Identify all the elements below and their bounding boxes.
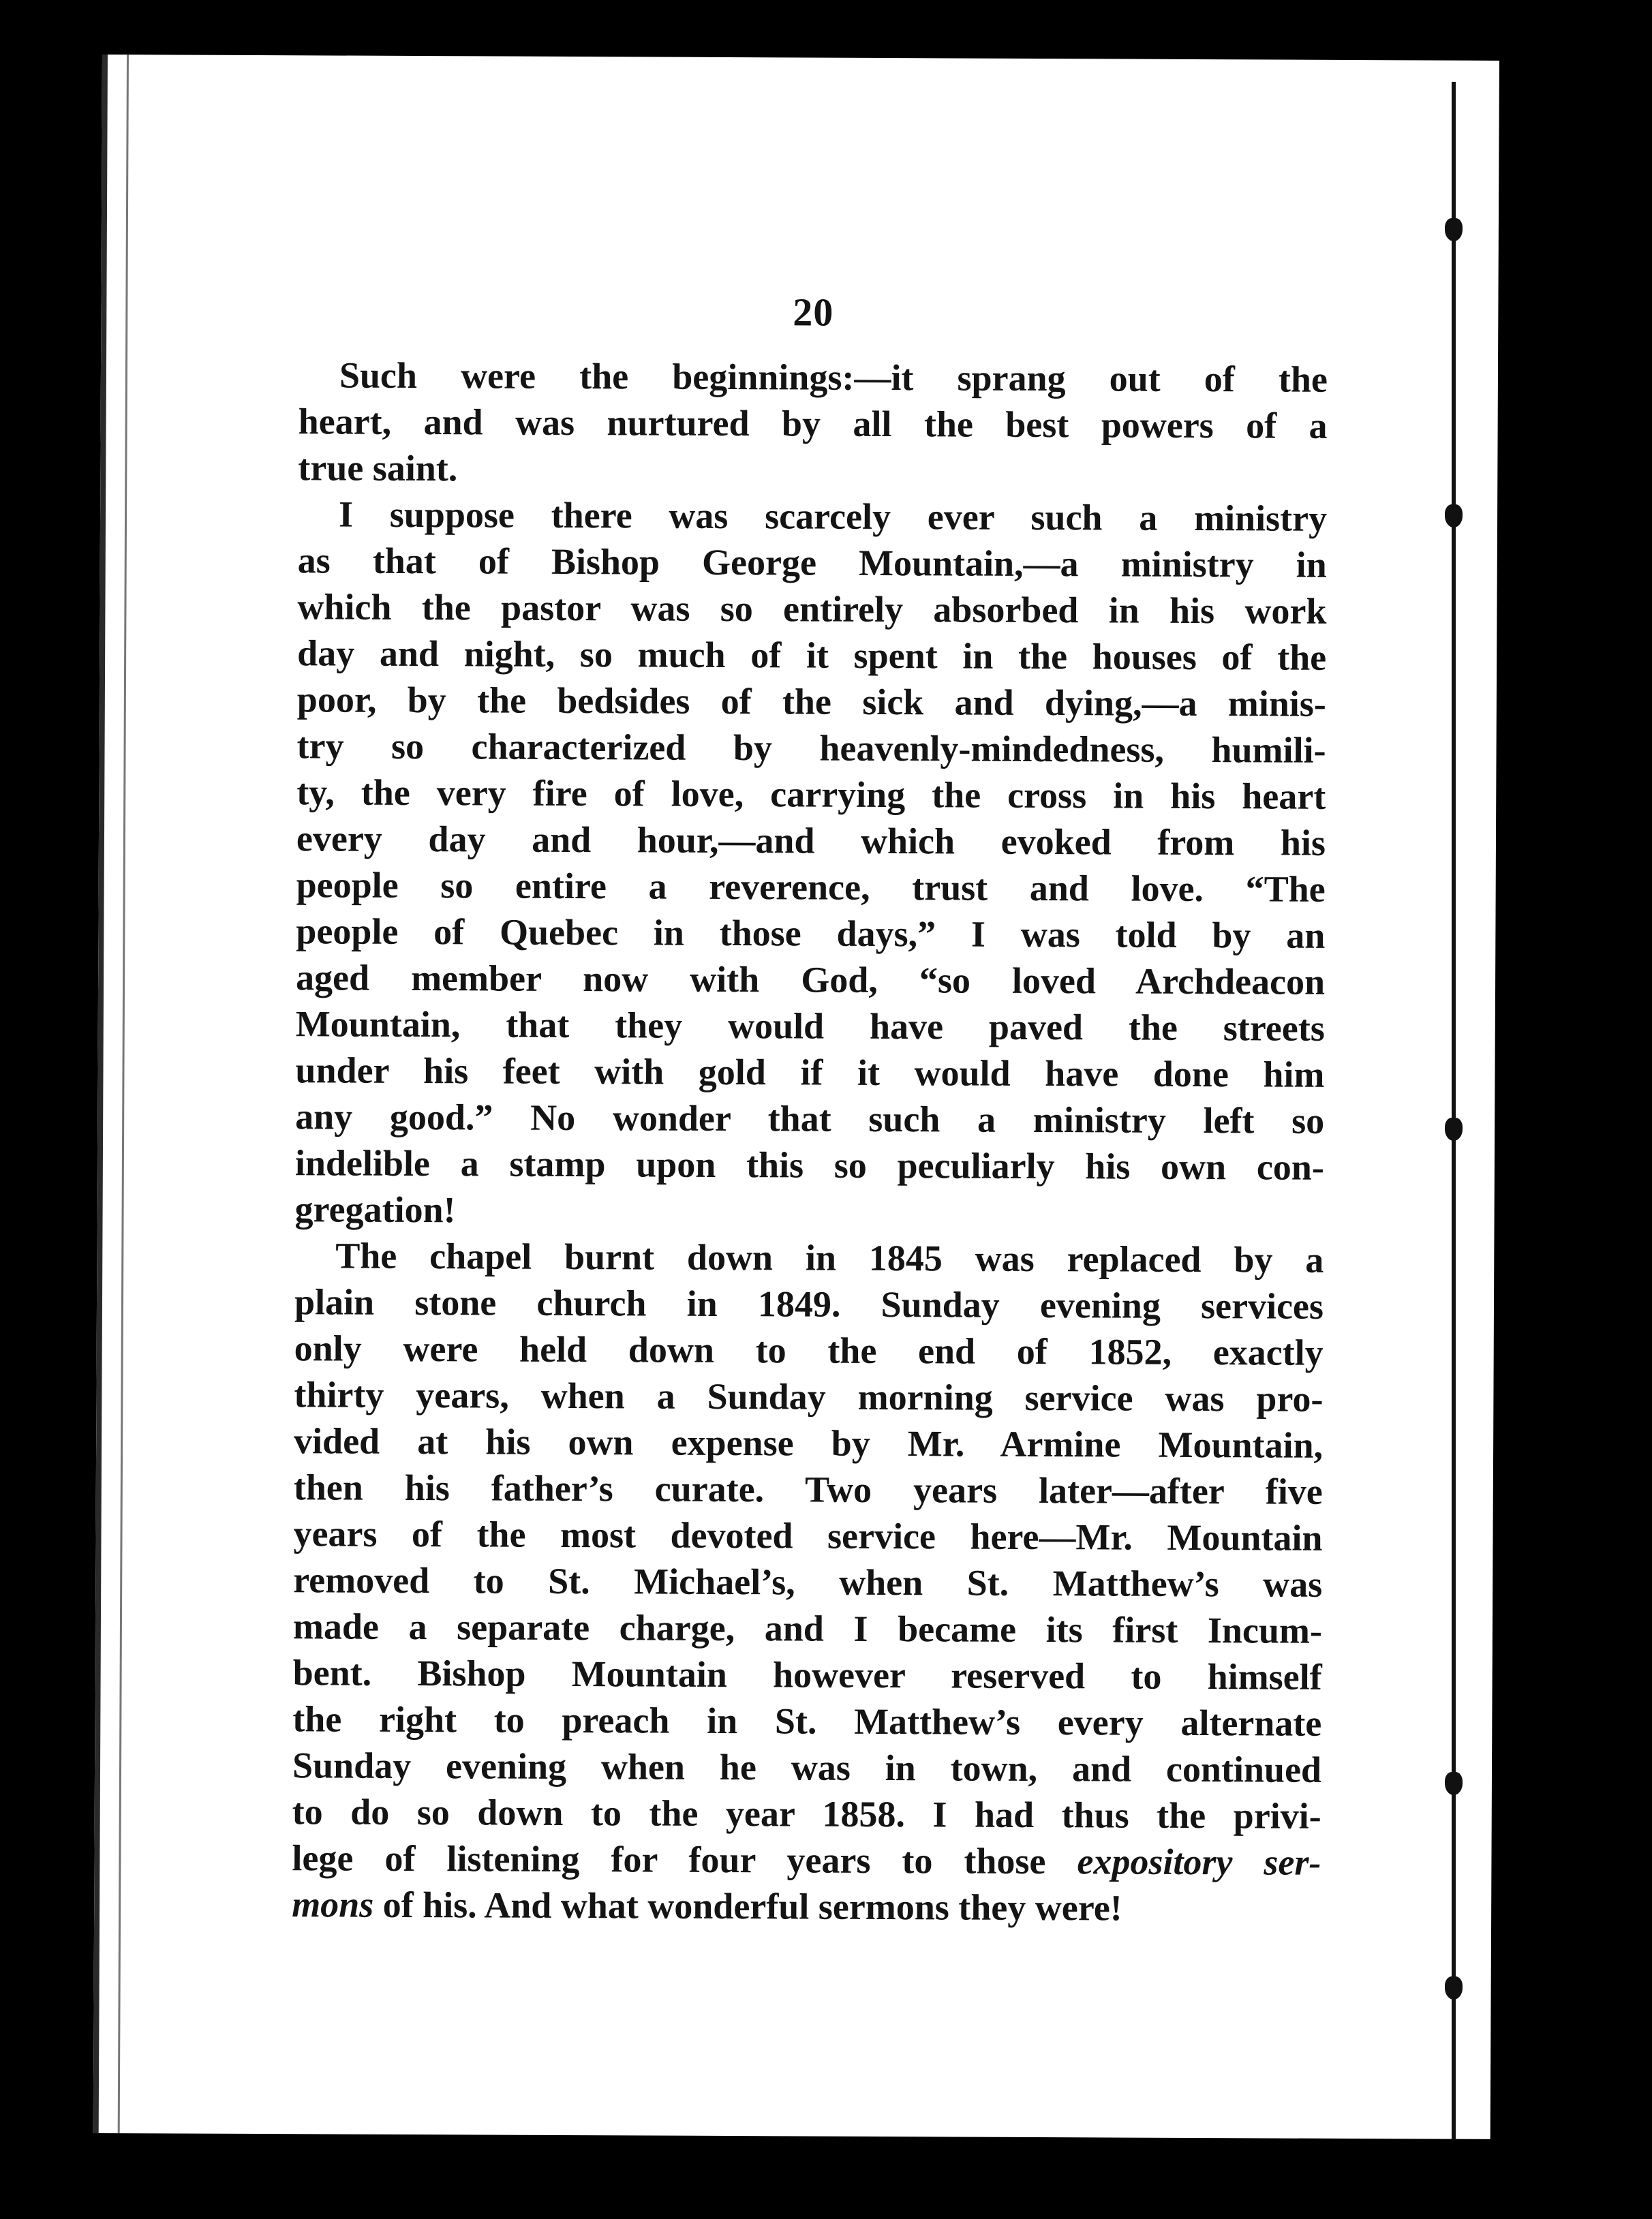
text-line: day and night, so much of it spent in the houses of the [297, 632, 1327, 678]
text-line-with-italic [292, 1881, 1321, 1932]
binding-edge [1452, 82, 1456, 2140]
text-line: only were held down to the end of 1852, exactly [294, 1328, 1324, 1373]
page-number: 20 [793, 290, 834, 335]
page-edge-shadow [118, 55, 129, 2133]
text-line: any good.” No wonder that such a ministry left so [295, 1096, 1325, 1142]
text-line: made a separate charge, and I became its first Incum- [292, 1606, 1323, 1651]
binding-stitch [1445, 1976, 1463, 2000]
text-line: gregation! [294, 1189, 456, 1231]
binding-stitch [1445, 218, 1463, 241]
text-line: Mountain, that they would have paved the streets [295, 1003, 1325, 1049]
text-line: bent. Bishop Mountain however reserved to himself [292, 1652, 1322, 1698]
text-line: true saint. [298, 447, 458, 489]
text-line: plain stone church in 1849. Sunday evening services [294, 1281, 1324, 1327]
page-text [292, 287, 1328, 1932]
binding-stitch [1445, 1772, 1463, 1795]
binding-stitch [1445, 504, 1463, 527]
text-line: Sunday evening when he was in town, and continued [292, 1745, 1322, 1790]
text-line: as that of Bishop George Mountain,—a ministry in [297, 540, 1327, 585]
text-line: to do so down to the year 1858. I had thus the privi- [292, 1791, 1321, 1837]
text-line: removed to St. Michael’s, when St. Matthew’s was [293, 1559, 1323, 1605]
text-line: people of Quebec in those days,” I was told by an [296, 910, 1326, 956]
text-line: heart, and was nurtured by all the best powers of a [298, 401, 1328, 446]
text-line: Such were the beginnings:—it sprang out of the [339, 354, 1328, 400]
text-line: try so characterized by heavenly-mindedness, humili- [296, 725, 1326, 771]
text-line: I suppose there was scarcely ever such a ministry [338, 493, 1328, 539]
scanned-page [93, 55, 1499, 2139]
paragraph-1 [298, 352, 1328, 495]
paragraph-3 [292, 1232, 1324, 1932]
text-line: every day and hour,—and which evoked from his [296, 818, 1326, 863]
text-fragment: of his. And what wonderful sermons they were! [373, 1884, 1122, 1929]
text-line: thirty years, when a Sunday morning service was pro- [294, 1374, 1324, 1420]
text-fragment: lege of listening for four years to those [292, 1837, 1046, 1882]
text-line: years of the most devoted service here—Mr. Mountain [293, 1513, 1323, 1559]
text-line: then his father’s curate. Two years later—after five [293, 1467, 1323, 1512]
text-line: people so entire a reverence, trust and love. “The [296, 864, 1326, 910]
text-line: vided at his own expense by Mr. Armine Mountain, [293, 1420, 1324, 1466]
text-line: which the pastor was so entirely absorbed in his work [297, 586, 1327, 632]
italic-fragment: expository ser- [1077, 1841, 1321, 1883]
text-line: poor, by the bedsides of the sick and dying,—a minis- [296, 679, 1326, 724]
text-line: aged member now with God, “so loved Archdeacon [295, 957, 1326, 1003]
text-line-with-italic [292, 1835, 1321, 1886]
italic-fragment: mons [292, 1884, 374, 1925]
text-line: the right to preach in St. Matthew’s every alternate [292, 1698, 1322, 1744]
paragraph-2 [294, 491, 1327, 1237]
text-line: indelible a stamp upon this so peculiarly his own con- [294, 1142, 1325, 1188]
binding-stitch [1445, 1118, 1463, 1141]
text-line: The chapel burnt down in 1845 was replaced by a [335, 1235, 1324, 1281]
text-line: under his feet with gold if it would have done him [295, 1050, 1325, 1095]
text-line: ty, the very fire of love, carrying the cross in his heart [296, 771, 1326, 817]
